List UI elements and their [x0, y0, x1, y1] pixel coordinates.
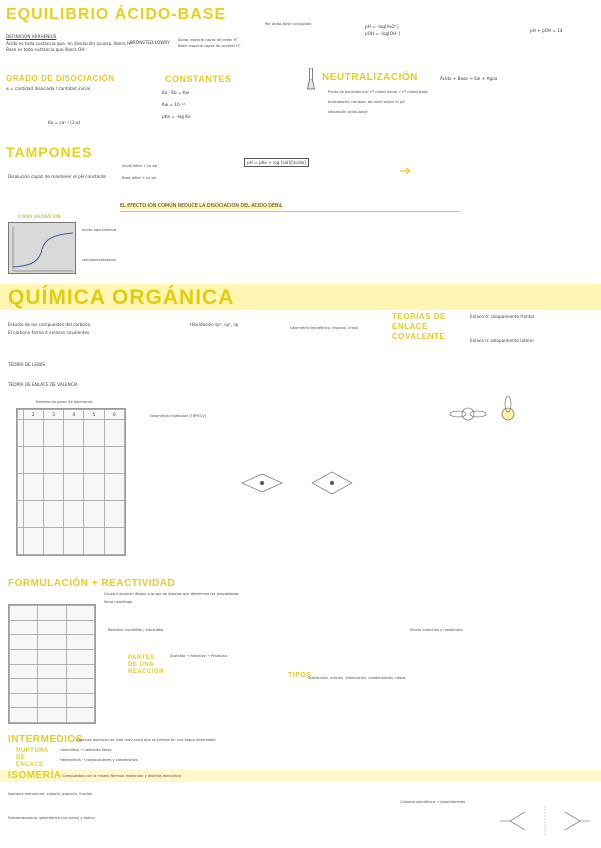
grid-header: 6	[104, 410, 124, 420]
title-equilibrio: EQUILIBRIO ÁCIDO-BASE	[6, 6, 227, 23]
note-carbono-asimetrico: Carbono asimétrico → enantiómeros	[400, 800, 466, 804]
titration-chart	[8, 222, 76, 274]
note-intermedios-def: Especies químicas de vida muy corta que se forman en una etapa intermedia	[76, 738, 216, 742]
note-arrhenius-acid: Ácido es toda sustancia que, en disolución acuosa, libera H⁺	[6, 41, 133, 46]
note-alpha: α = cantidad disociada / cantidad inicial	[6, 86, 91, 91]
title-formulacion: FORMULACIÓN + REACTIVIDAD	[8, 578, 176, 589]
subtitle-neutralizacion: NEUTRALIZACIÓN	[322, 72, 418, 83]
note-indicadores: Indicadores: cambian de color según el pH	[328, 100, 405, 104]
note-ka-kb: Ka · Kb = Kw	[162, 90, 189, 95]
subtitle-teorias: TEORÍAS DE ENLACE COVALENTE	[392, 312, 446, 341]
note-estereoisomeria: Estereoisomería: geométrica (cis-trans) y óptica	[8, 816, 95, 820]
orbital-diagram-icon	[448, 394, 528, 434]
subtitle-partes-reaccion: PARTES DE UNA REACCIÓN	[128, 655, 165, 675]
subtitle-tipos: TIPOS	[288, 672, 312, 679]
underline-ion-comun	[120, 211, 460, 212]
grid-header: 4	[64, 410, 84, 420]
note-bronsted-acid: Ácido: especie capaz de ceder H⁺	[178, 38, 239, 42]
grid-header: 3	[43, 410, 63, 420]
note-geometria: Geometría tetraédrica, trigonal, lineal	[290, 326, 359, 330]
title-isomeria: ISOMERÍA	[8, 770, 62, 781]
functional-group-table	[8, 604, 96, 724]
note-sigma: Enlace σ: solapamiento frontal	[470, 314, 535, 319]
note-tampon-acido: Ácido débil + su sal	[122, 164, 158, 168]
note-efecto-inductivo: Efecto inductivo y mesómero	[410, 628, 463, 632]
label-semineutralizacion: semineutralización	[82, 258, 116, 262]
subtitle-constantes: CONSTANTES	[165, 74, 232, 84]
note-ph: pH = -log[H₃O⁺]	[365, 24, 399, 29]
flask-icon	[307, 68, 315, 90]
arrow-icon	[400, 160, 412, 168]
note-homolitica: Homolítica → radicales libres	[60, 748, 112, 752]
label-pares-electrones: Número de pares de electrones	[36, 400, 93, 404]
electron-pair-grid	[16, 408, 126, 556]
title-intermedios: INTERMEDIOS	[8, 734, 83, 745]
note-ka-alpha: Ka = cα² / (1-α)	[48, 120, 81, 125]
grid-header: 2	[23, 410, 43, 420]
note-estructural: Isomería estructural: cadena, posición, función	[8, 792, 93, 796]
note-equivalencia: Punto de equivalencia: nº moles ácido = nº moles base	[328, 90, 428, 94]
note-lewis: TEORÍA DE LEWIS	[8, 362, 46, 367]
note-arrhenius: DEFINICIÓN ARRHENIUS	[6, 34, 57, 39]
note-kw: Kw = 10⁻¹⁴	[162, 102, 186, 107]
note-par-conjugado: Par ácido-base conjugado	[265, 22, 312, 26]
molecule-sketch-icon	[232, 466, 372, 500]
henderson-box: pH = pKa + log [sal]/[ácido]	[244, 158, 309, 167]
title-quimica-organica: QUÍMICA ORGÁNICA	[8, 286, 235, 309]
note-isomeria-def: Compuestos con la misma fórmula molecular y distinta estructura	[62, 774, 182, 778]
subtitle-ruptura: RUPTURA DE ENLACE	[16, 748, 49, 768]
note-arrhenius-base: Base es toda sustancia que libera OH⁻	[6, 47, 87, 52]
note-serie-homologa: Serie homóloga	[104, 600, 133, 604]
note-heterolitica: Heterolítica → carbocationes y carbaniones	[60, 758, 138, 762]
label-punto-equivalencia: punto equivalencia	[82, 228, 117, 232]
note-tipos-reaccion: Sustitución, adición, eliminación, condensación, redox	[308, 676, 406, 680]
note-nucleofilo: Reactivo nucleófilo / electrófilo	[108, 628, 164, 632]
note-valoracion: Valoración ácido-base	[328, 110, 368, 114]
note-sustrato: Sustrato → Reactivo → Producto	[170, 654, 228, 658]
title-tampones: TAMPONES	[6, 144, 93, 160]
note-tampon-def: Disolución capaz de mantener el pH constante	[8, 174, 106, 179]
note-bronsted: BRÖNSTED-LOWRY	[130, 40, 170, 45]
note-carbono: El carbono forma 4 enlaces covalentes	[8, 330, 90, 335]
note-grupo-funcional: Grupo funcional: átomo o grupo de átomos que determina las propiedades	[104, 592, 239, 596]
note-org-def: Estudio de los compuestos del carbono	[8, 322, 91, 327]
stereo-sketch-icon	[500, 804, 590, 838]
grid-header: 5	[84, 410, 104, 420]
note-tampon-base: Base débil + su sal	[122, 176, 157, 180]
subtitle-grado-disociacion: GRADO DE DISOCIACIÓN	[6, 74, 115, 83]
note-ph-sum: pH + pOH = 14	[530, 28, 563, 33]
note-pi: Enlace π: solapamiento lateral	[470, 338, 534, 343]
note-poh: pOH = -log[OH⁻]	[365, 31, 401, 36]
note-hibridacion: Hibridación sp³, sp², sp	[190, 322, 239, 327]
note-neutralizacion: Ácido + Base → Sal + Agua	[440, 76, 498, 81]
note-bronsted-base: Base: especie capaz de aceptar H⁺	[178, 44, 241, 48]
note-pka: pKa = -log Ka	[162, 114, 191, 119]
label-trpecv: Geometría molecular (TRPECV)	[150, 414, 207, 418]
note-tev: TEORÍA DE ENLACE DE VALENCIA	[8, 382, 78, 387]
label-curva-valoracion: CURVA VALORACIÓN	[18, 214, 61, 219]
note-ion-comun: EL EFECTO IÓN COMÚN REDUCE LA DISOCIACIÓN DEL ÁCIDO DÉBIL	[120, 204, 283, 209]
